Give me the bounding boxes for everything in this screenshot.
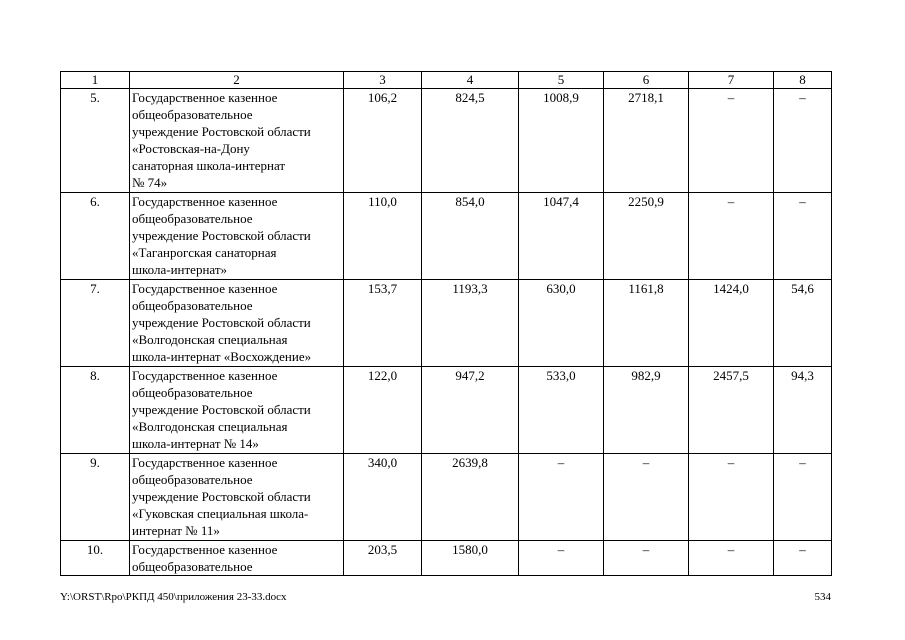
value-cell: 824,5 xyxy=(422,89,519,193)
institution-name-line: учреждение Ростовской области xyxy=(132,228,311,243)
value-cell: – xyxy=(774,89,832,193)
table-header-row xyxy=(61,72,832,89)
institution-name-line: «Таганрогская санаторная xyxy=(132,245,277,260)
institution-name-line: школа-интернат «Восхождение» xyxy=(132,349,312,364)
institution-name-cell xyxy=(130,541,344,576)
institution-name-line: № 74» xyxy=(132,175,168,190)
institution-name-line: «Волгодонская специальная xyxy=(132,419,288,434)
institution-name-line: общеобразовательное xyxy=(132,107,253,122)
value-cell: 110,0 xyxy=(344,193,422,280)
institution-name-line: учреждение Ростовской области xyxy=(132,315,311,330)
value-cell: 1193,3 xyxy=(422,280,519,367)
table-row xyxy=(61,367,832,454)
institution-name-line: общеобразовательное xyxy=(132,472,253,487)
value-cell: – xyxy=(774,541,832,576)
value-cell: 982,9 xyxy=(604,367,689,454)
value-cell: – xyxy=(689,454,774,541)
value-cell: 1424,0 xyxy=(689,280,774,367)
value-cell: – xyxy=(689,89,774,193)
value-cell: 94,3 xyxy=(774,367,832,454)
value-cell: – xyxy=(604,541,689,576)
value-cell: – xyxy=(689,541,774,576)
table-row xyxy=(61,454,832,541)
value-cell: – xyxy=(774,454,832,541)
institution-name-line: интернат № 11» xyxy=(132,523,220,538)
value-cell: 1161,8 xyxy=(604,280,689,367)
value-cell: 2718,1 xyxy=(604,89,689,193)
data-table xyxy=(60,71,832,576)
value-cell: 630,0 xyxy=(519,280,604,367)
header-cell: 3 xyxy=(344,72,422,89)
institution-name-line: «Гуковская специальная школа- xyxy=(132,506,309,521)
value-cell: 106,2 xyxy=(344,89,422,193)
value-cell: 340,0 xyxy=(344,454,422,541)
row-number-cell: 10. xyxy=(61,541,130,576)
table-body xyxy=(61,72,832,576)
institution-name-line: учреждение Ростовской области xyxy=(132,124,311,139)
value-cell: – xyxy=(689,193,774,280)
header-cell: 6 xyxy=(604,72,689,89)
institution-name-line: Государственное казенное xyxy=(132,90,278,105)
row-number-cell: 7. xyxy=(61,280,130,367)
value-cell: – xyxy=(519,541,604,576)
value-cell: 947,2 xyxy=(422,367,519,454)
value-cell: 54,6 xyxy=(774,280,832,367)
value-cell: 203,5 xyxy=(344,541,422,576)
table-row xyxy=(61,541,832,576)
header-cell: 5 xyxy=(519,72,604,89)
table-row xyxy=(61,280,832,367)
value-cell: 854,0 xyxy=(422,193,519,280)
value-cell: 2250,9 xyxy=(604,193,689,280)
header-cell: 1 xyxy=(61,72,130,89)
institution-name-line: Государственное казенное xyxy=(132,368,278,383)
value-cell: 1047,4 xyxy=(519,193,604,280)
value-cell: 2639,8 xyxy=(422,454,519,541)
institution-name-line: общеобразовательное xyxy=(132,298,253,313)
institution-name-line: общеобразовательное xyxy=(132,385,253,400)
institution-name-cell xyxy=(130,367,344,454)
institution-name-cell xyxy=(130,193,344,280)
institution-name-line: школа-интернат № 14» xyxy=(132,436,259,451)
institution-name-cell xyxy=(130,454,344,541)
value-cell: 1008,9 xyxy=(519,89,604,193)
institution-name-line: санаторная школа-интернат xyxy=(132,158,286,173)
institution-name-cell xyxy=(130,280,344,367)
institution-name-line: Государственное казенное xyxy=(132,542,278,557)
row-number-cell: 5. xyxy=(61,89,130,193)
value-cell: – xyxy=(519,454,604,541)
row-number-cell: 8. xyxy=(61,367,130,454)
table-row xyxy=(61,89,832,193)
institution-name-line: общеобразовательное xyxy=(132,559,253,574)
header-cell: 4 xyxy=(422,72,519,89)
header-cell: 7 xyxy=(689,72,774,89)
value-cell: 533,0 xyxy=(519,367,604,454)
row-number-cell: 9. xyxy=(61,454,130,541)
row-number-cell: 6. xyxy=(61,193,130,280)
institution-name-line: общеобразовательное xyxy=(132,211,253,226)
institution-name-line: учреждение Ростовской области xyxy=(132,489,311,504)
institution-name-line: учреждение Ростовской области xyxy=(132,402,311,417)
footer-file-path: Y:\ORST\Rpo\РКПД 450\приложения 23-33.docx xyxy=(60,591,287,603)
institution-name-line: школа-интернат» xyxy=(132,262,228,277)
institution-name-line: «Ростовская-на-Дону xyxy=(132,141,250,156)
footer-page-number: 534 xyxy=(814,591,831,603)
table-row xyxy=(61,193,832,280)
header-cell: 2 xyxy=(130,72,344,89)
institution-name-line: Государственное казенное xyxy=(132,194,278,209)
institution-name-cell xyxy=(130,89,344,193)
value-cell: 153,7 xyxy=(344,280,422,367)
value-cell: 1580,0 xyxy=(422,541,519,576)
value-cell: – xyxy=(774,193,832,280)
value-cell: 2457,5 xyxy=(689,367,774,454)
value-cell: 122,0 xyxy=(344,367,422,454)
institution-name-line: Государственное казенное xyxy=(132,455,278,470)
value-cell: – xyxy=(604,454,689,541)
institution-name-line: Государственное казенное xyxy=(132,281,278,296)
institution-name-line: «Волгодонская специальная xyxy=(132,332,288,347)
header-cell: 8 xyxy=(774,72,832,89)
